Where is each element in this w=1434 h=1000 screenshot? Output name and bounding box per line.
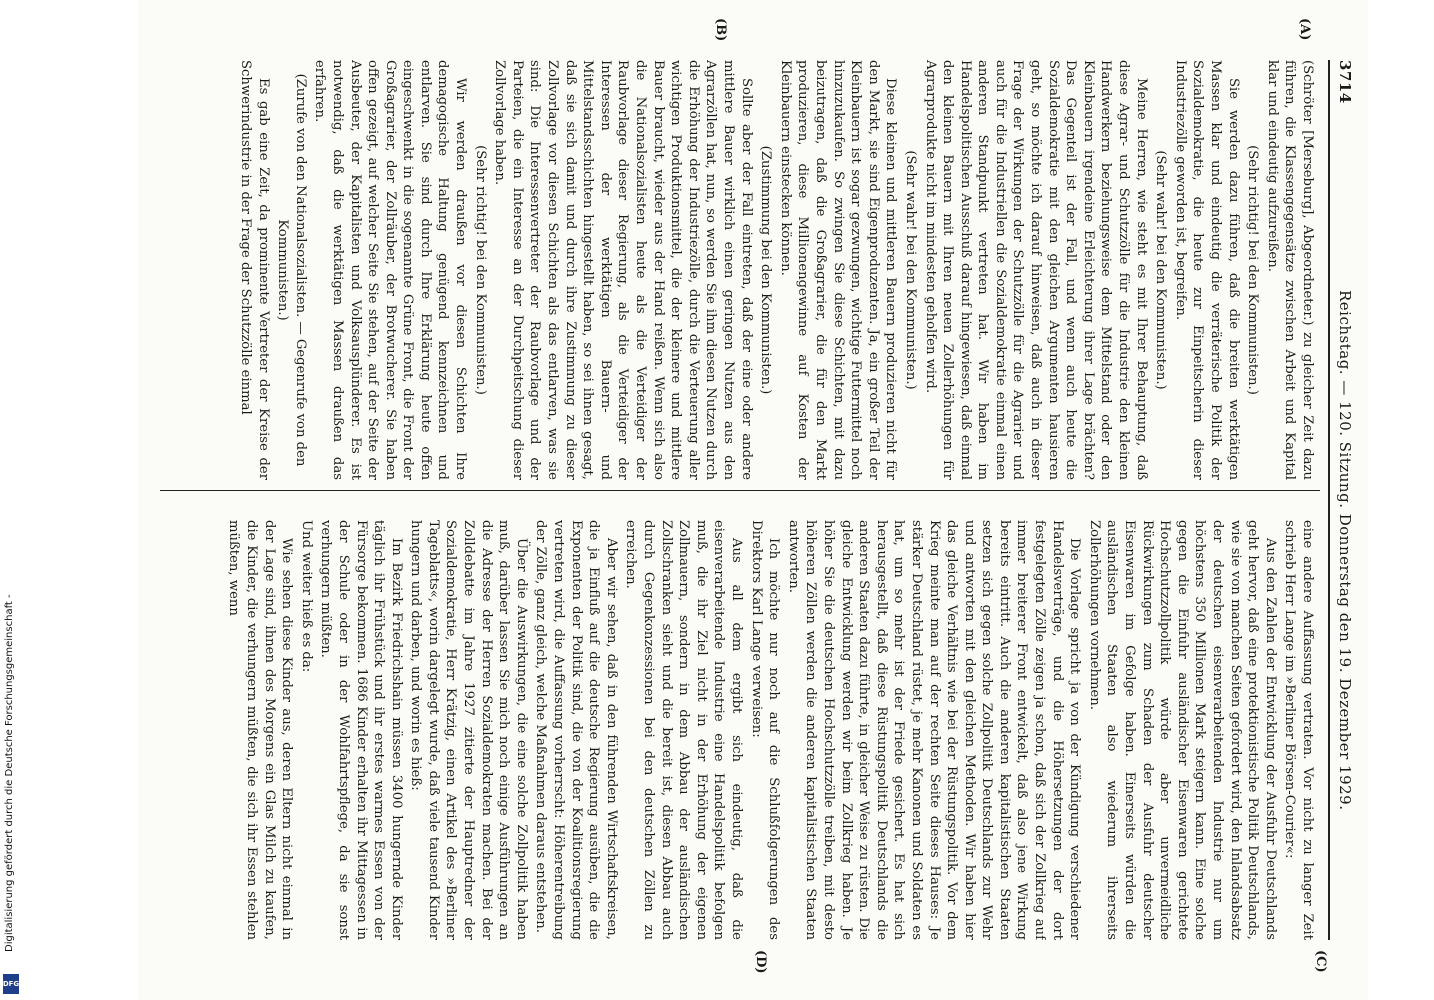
column-divider: [160, 490, 1320, 491]
paragraph: Wie sehen diese Kinder aus, deren Eltern nicht einmal in der Lage sind, ihnen des Morgens ein Glas Milch zu kaufen, die Kinder, die verhungern müßten, die sich ihr Essen stehlen müßten, wenn: [226, 520, 295, 940]
interjection: (Sehr wahr! bei den Kommunisten.): [1153, 150, 1169, 390]
page-content: [138, 0, 1368, 1000]
paragraph: Wir werden draußen vor diesen Schichten Ihre demagogische Haltung genügend kennzeichnen und entlarven. Sie sind durch Ihre Erklärung heute offen eingeschwenkt in die sogenannte Grüne Front, die Front der Großagrarier, der Zollräuber, der Brotwucherer. Sie haben offen gezeigt, auf welcher Seite Sie stehen, auf der Seite der Ausbeuter, der Kapitalisten und Volksausplünderer. Es ist notwendig, daß die werktätigen Massen draußen das erfahren.: [312, 60, 469, 480]
interjection: (Zurufe von den Nationalsozialisten. — Gegenrufe von den Kommunisten.): [275, 73, 308, 467]
dfg-logo: DFG: [3, 974, 19, 994]
margin-marker-a: (A): [1297, 18, 1312, 41]
interjection: (Zustimmung bei den Kommunisten.): [758, 145, 774, 395]
paragraph: Diese kleinen und mittleren Bauern produzieren nicht für den Markt, sie sind Eigenproduzenten. Ja, ein großer Teil der Kleinbauern ist sogar gezwungen, wichtige Futtermittel noch hinzuzukaufen. So zwingen Sie diese Schichten, mit dazu beizutragen, daß die Großagrarier, die für den Markt produzieren, diese Millionengewinne auf Kosten der Kleinbauern einstecken können.: [777, 60, 899, 480]
paragraph: Über die Auswirkungen, die eine solche Zollpolitik haben muß, darüber lassen Sie mich noch einige Ausführungen an die Adresse der Herren Sozialdemokraten machen. Bei der Zolldebatte im Jahre 1927 zitierte der Hauptredner der Sozialdemokratie, Herr Krätzig, einen Artikel des »Berliner Tageblatts«, worin dargelegt wurde, daß viele tausend Kinder hungern und darben, und worin es hieß:: [408, 520, 529, 940]
page-header: [1328, 60, 1356, 940]
paragraph: Meine Herren, wie steht es mit Ihrer Behauptung, daß diese Agrar- und Schutzzölle für die Industrie den kleinen Handwerkern beziehungsweise dem Mittelstand oder den Kleinbauern irgendeine Erleichterung ihrer Lage brächten? Das Gegenteil ist der Fall, und wenn auch heute die Sozialdemokratie mit den gleichen Argumenten hausieren geht, so möchte ich darauf hinweisen, daß auch in dieser Frage der Wirkungen der Schutzzölle für die Agrarier und auch für die Industriellen die Sozialdemokratie einmal einen anderen Standpunkt vertreten hat. Wir haben im Handelspolitischen Ausschuß darauf hingewiesen, daß einmal den kleinen Bauern mit Ihren neuen Zollerhöhungen für Agrarprodukte nicht im mindesten geholfen wird.: [922, 60, 1149, 480]
digitization-stamp: [0, 0, 24, 1000]
paragraph: (Schröter [Merseburg], Abgeordneter.) zu gleicher Zeit dazu führen, die Klassengegensätze zwischen Arbeit und Kapital klar und eindeutig aufzureißen.: [1264, 60, 1315, 480]
paragraph: Aber wir sehen, daß in den führenden Wirtschaftskreisen, die ja Einfluß auf die deutsche Regierung ausüben, die die Exponenten der Politik sind, die von der Koalitionsregierung vertreten wird, die Auffassung vorherrscht: Höherentreibung der Zölle, ganz gleich, welche Maßnahmen daraus entstehen.: [533, 520, 619, 940]
stamp-text: Digitalisierung gefördert durch die Deutsche Forschungsgemeinschaft -: [4, 594, 15, 952]
interjection: (Sehr wahr! bei den Kommunisten.): [902, 150, 918, 390]
scanned-page: [138, 0, 1368, 1000]
paragraph: Im Bezirk Friedrichshain müssen 3400 hungernde Kinder täglich ihr Frühstück und ihr erstes warmes Essen von der Fürsorge bekommen. 1686 Kinder erhalten ihr Mittagessen in der Schule oder in der Wohlfahrtspflege, da sie sonst verhungern müßten.: [318, 520, 404, 940]
paragraph: Es gab eine Zeit, da prominente Vertreter der Kreise der Schwerindustrie in der Frage der Schutzzölle einmal: [237, 60, 271, 480]
paragraph: Sie werden dazu führen, daß die breiten werktätigen Massen klar und eindeutig die verräterische Politik der Sozialdemokratie, die heute zur Einpeitscherin dieser Industriezölle geworden ist, begreifen.: [1172, 60, 1241, 480]
margin-marker-c: (C): [1313, 950, 1328, 973]
paragraph: Sollte aber der Fall eintreten, daß der eine oder andere mittlere Bauer wirklich einen geringen Nutzen aus den Agrarzöllen hat, nun, so werden Sie ihm diesen Nutzen durch die Erhöhung der Industriezölle, durch die Verteuerung aller wichtigen Produktionsmittel, die der kleinere und mittlere Bauer braucht, wieder aus der Hand reißen. Wenn sich also die Nationalsozialisten heute als die Verteidiger der Raubvorlage dieser Regierung, als die Verteidiger der Interessen der werktätigen Bauern- und Mittelstandsschichten hingestellt haben, so sei ihnen gesagt, daß sie sich damit und durch ihre Zustimmung zu dieser Zollvorlage vor diesen Schichten als das entlarven, was sie sind: Die Interessenvertreter der Raubvorlage und der Parteien, die ein Interesse an der Durchpeitschung dieser Zollvorlage haben.: [492, 60, 754, 480]
page-number: 3714: [1336, 60, 1354, 104]
left-text-column: [166, 60, 1316, 480]
paragraph: eine andere Auffassung vertraten. Vor nicht zu langer Zeit schrieb Herr Lange im »Berliner Börsen-Courier«:: [1282, 520, 1315, 940]
paragraph: Und weiter hieß es da:: [298, 520, 314, 673]
paragraph: Aus all dem ergibt sich eindeutig, daß die eisenverarbeitende Industrie eine Handelspolitik befolgen muß, die ihr Ziel nicht in der Erhöhung der eigenen Zollmauern, sondern in dem Abbau der ausländischen Zollschranken sieht und die bereit ist, diesen Abbau auch durch Gegenkonzessionen bei den deutschen Zöllen zu erreichen.: [623, 520, 744, 940]
margin-marker-d: (D): [753, 950, 768, 974]
paragraph: Aus den Zahlen der Entwicklung der Ausfuhr Deutschlands geht hervor, daß eine protektionistische Politik Deutschlands, wie sie von manchen Seiten gefordert wird, den Inlandsabsatz der deutschen eisenverarbeitenden Industrie nur um höchstens 350 Millionen Mark steigern kann. Eine solche gegen die Einfuhr ausländischer Eisenwaren gerichtete Hochschutzzollpolitik würde aber unvermeidliche Rückwirkungen zum Schaden der Ausfuhr deutscher Eisenwaren im Gefolge haben. Einerseits würden die ausländischen Staaten also wiederum ihrerseits Zollerhöhungen vornehmen.: [1086, 520, 1278, 940]
margin-marker-b: (B): [713, 18, 728, 42]
page-title: Reichstag. — 120. Sitzung. Donnerstag den 19. Dezember 1929.: [1336, 290, 1354, 811]
interjection: (Sehr richtig! bei den Kommunisten.): [472, 145, 488, 395]
interjection: (Sehr richtig! bei den Kommunisten.): [1245, 145, 1261, 395]
paragraph: Ich möchte nur noch auf die Schlußfolgerungen des Direktors Karl Lange verweisen:: [748, 520, 782, 940]
right-text-column: [166, 520, 1316, 940]
paragraph: Die Vorlage spricht ja von der Kündigung verschiedener Handelsverträge, und die Höhersetzungen der dort festgelegten Zölle zeigen ja schon, daß sich der Zollkrieg auf immer breiterer Front entwickelt, daß also jene Wirkung bereits eintritt. Auch die anderen kapitalistischen Staaten setzen sich gegen solche Zollpolitik Deutschlands zur Wehr und antworten mit den gleichen Methoden. Wir haben hier das gleiche Verhältnis wie bei der Rüstungspolitik. Vor dem Krieg meinte man auf der rechten Seite dieses Hauses: Je stärker Deutschland rüstet, je mehr Kanonen und Soldaten es hat, um so mehr ist der Friede gesichert. Es hat sich herausgestellt, daß diese Rüstungspolitik Deutschlands die anderen Staaten dazu führte, in gleicher Weise zu rüsten. Die gleiche Entwicklung werden wir beim Zollkrieg haben. Je höher Sie die deutschen Hochschutzzölle treiben, mit desto höheren Zöllen werden die anderen kapitalistischen Staaten antworten.: [785, 520, 1083, 940]
